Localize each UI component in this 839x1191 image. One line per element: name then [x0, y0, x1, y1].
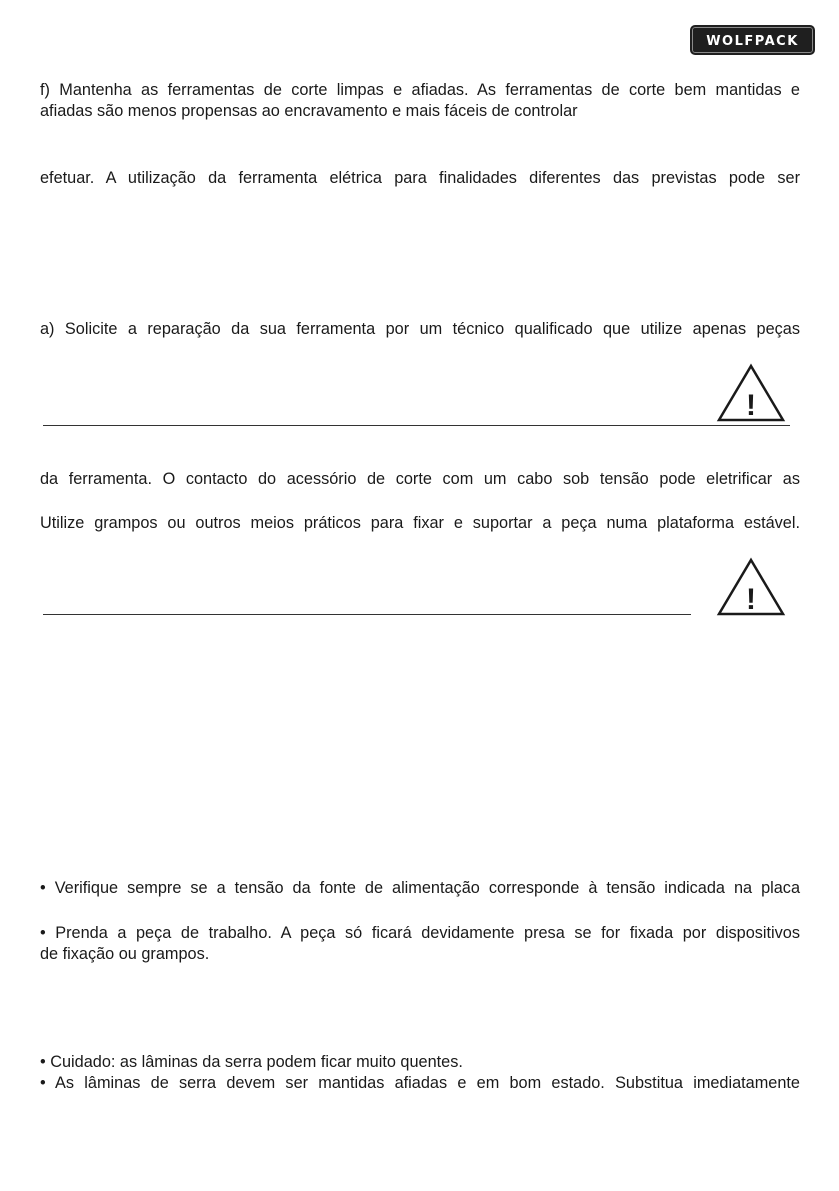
- brand-logo: [690, 25, 815, 55]
- bullet-blades-sharp: • As lâminas de serra devem ser mantidas afiadas e em bom estado. Substitua imediatamente: [40, 1074, 800, 1092]
- paragraph-sharp-tools-cont: afiadas são menos propensas ao encravamento e mais fáceis de controlar: [40, 102, 578, 120]
- paragraph-tool-use: efetuar. A utilização da ferramenta elétrica para finalidades diferentes das previstas pode ser: [40, 169, 800, 187]
- brand-logo-text: WOLFPACK: [706, 34, 799, 49]
- warning-triangle-icon: [716, 363, 786, 423]
- warning-glyph: !: [746, 583, 756, 616]
- bullet-secure-workpiece: • Prenda a peça de trabalho. A peça só ficará devidamente presa se for fixada por dispositivos: [40, 924, 800, 942]
- paragraph-repair: a) Solicite a reparação da sua ferramenta por um técnico qualificado que utilize apenas peças: [40, 320, 800, 338]
- warning-glyph: !: [746, 389, 756, 422]
- section-divider: [43, 425, 790, 426]
- bullet-blades-hot: • Cuidado: as lâminas da serra podem ficar muito quentes.: [40, 1053, 463, 1071]
- bullet-secure-workpiece-cont: de fixação ou grampos.: [40, 945, 210, 963]
- paragraph-clamps: Utilize grampos ou outros meios práticos para fixar e suportar a peça numa plataforma estável.: [40, 514, 800, 532]
- bullet-voltage-check: • Verifique sempre se a tensão da fonte de alimentação corresponde à tensão indicada na placa: [40, 879, 800, 897]
- paragraph-cutting-accessory: da ferramenta. O contacto do acessório de corte com um cabo sob tensão pode eletrificar as: [40, 470, 800, 488]
- section-divider: [43, 614, 691, 615]
- warning-triangle-icon: [716, 557, 786, 617]
- paragraph-sharp-tools: f) Mantenha as ferramentas de corte limpas e afiadas. As ferramentas de corte bem mantidas e: [40, 81, 800, 99]
